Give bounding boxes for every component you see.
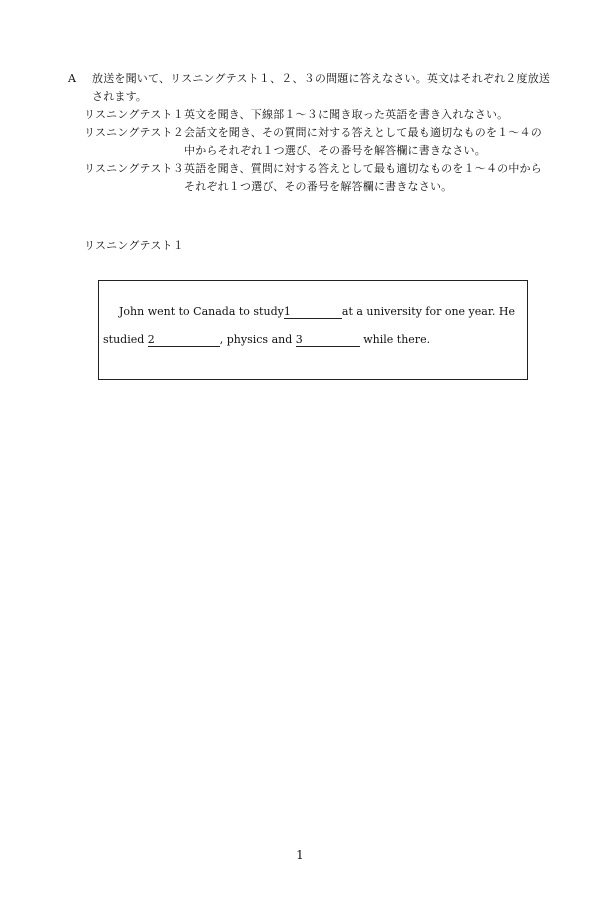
sentence-line-2: [103, 333, 430, 347]
test-2-description: [84, 124, 558, 160]
test-3-description: [84, 160, 558, 196]
test-2-text: [184, 124, 558, 160]
instruction-line-1: 放送を聞いて、リスニングテスト１、２、３の問題に答えなさい。英文はそれぞれ２度放送: [92, 72, 551, 85]
test-2-desc-line-2: 中からそれぞれ１つ選び、その番号を解答欄に書きなさい。: [184, 144, 486, 157]
answer-blank-2[interactable]: 2: [148, 333, 220, 347]
section-a-instructions: [68, 70, 558, 196]
section-label: A: [68, 72, 77, 85]
sentence-2-end: while there.: [363, 333, 431, 346]
instruction-line-2: されます。: [92, 90, 148, 103]
sentence-2-start: studied: [103, 333, 145, 346]
test-1-name: リスニングテスト１: [84, 108, 184, 121]
section-instruction: [92, 70, 558, 106]
test-2-name: リスニングテスト２: [84, 126, 184, 139]
test-1-description: [84, 106, 558, 124]
answer-blank-1[interactable]: 1: [284, 305, 342, 319]
test-2-desc-line-1: 会話文を聞き、その質問に対する答えとして最も適切なものを１～４の: [184, 126, 542, 139]
sentence-1-start: John went to Canada to study: [119, 305, 284, 318]
answer-blank-3[interactable]: 3: [296, 333, 360, 347]
listening-test-1-box: [98, 280, 528, 380]
page-number: 1: [296, 848, 304, 862]
test-1-text: [184, 106, 558, 124]
sentence-line-1: [119, 305, 515, 319]
test-1-desc-line-1: 英文を聞き、下線部１～３に聞き取った英語を書き入れなさい。: [184, 108, 509, 121]
listening-test-1-heading: リスニングテスト１: [84, 239, 184, 252]
section-a-intro: [68, 70, 558, 106]
test-3-name: リスニングテスト３: [84, 162, 184, 175]
sentence-2-middle: , physics and: [219, 333, 293, 346]
sentence-1-end: at a university for one year. He: [341, 305, 515, 318]
test-3-text: [184, 160, 558, 196]
test-3-desc-line-2: それぞれ１つ選び、その番号を解答欄に書きなさい。: [184, 180, 453, 193]
test-3-desc-line-1: 英語を聞き、質問に対する答えとして最も適切なものを１～４の中から: [184, 162, 542, 175]
